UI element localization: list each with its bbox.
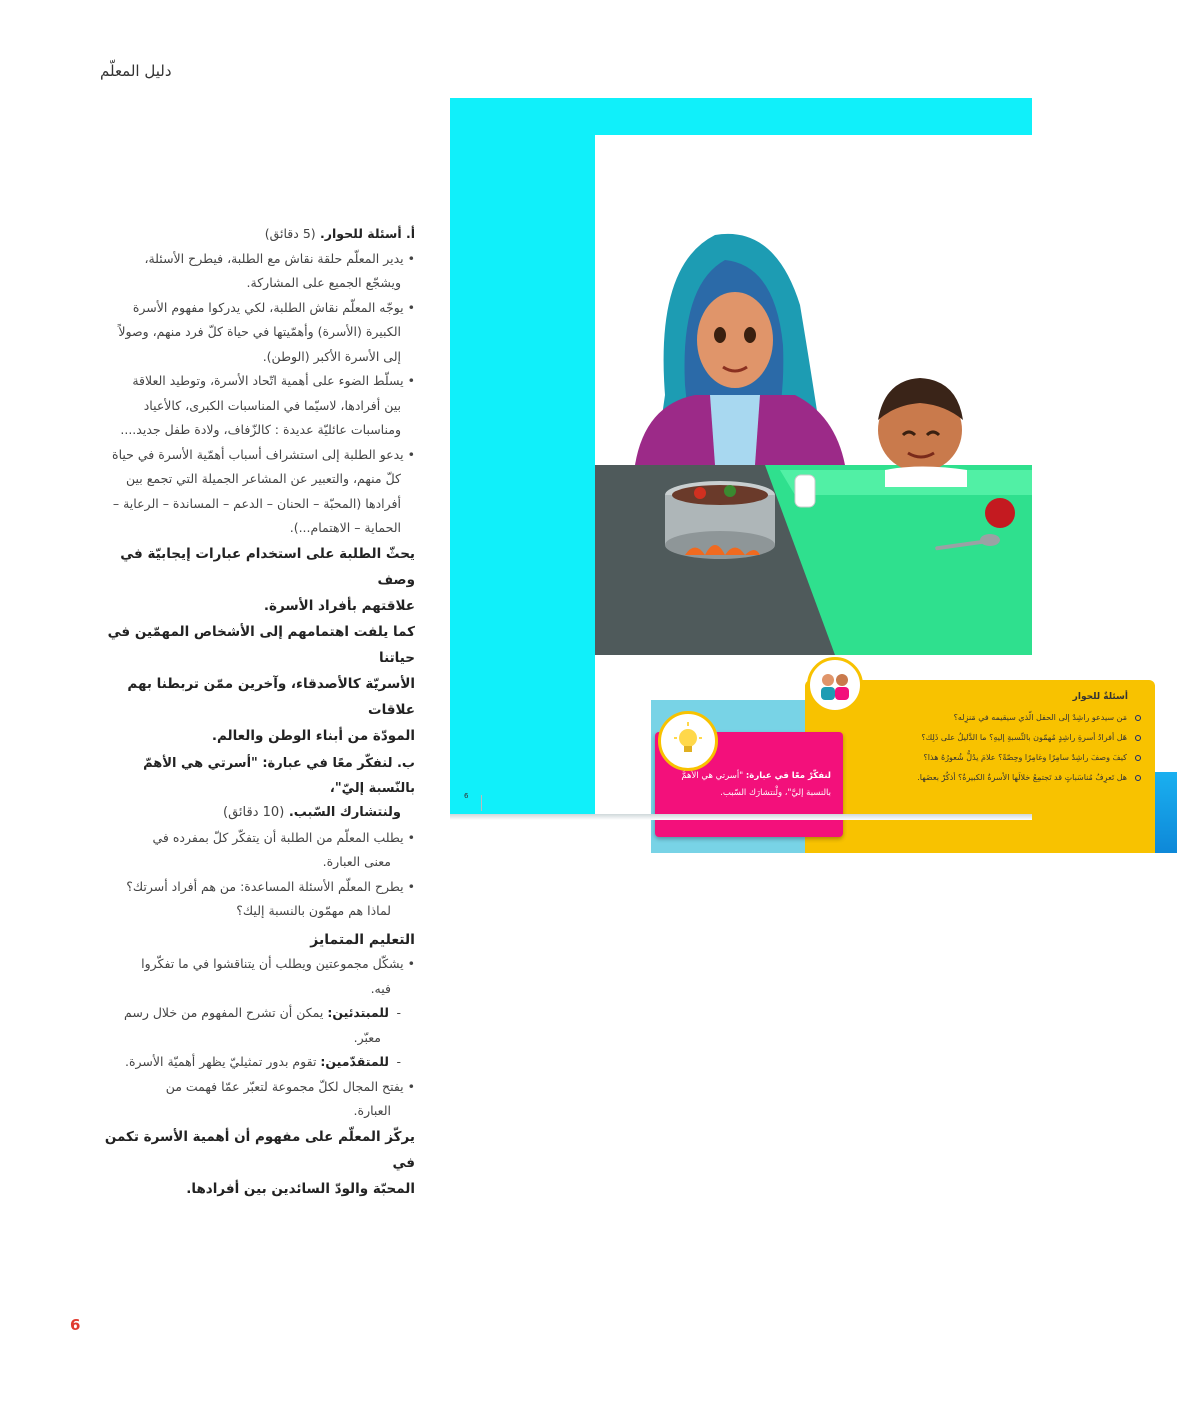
- paragraph-line: كلّ منهم، والتعبير عن المشاعر الجميلة التي تجمع بين: [126, 471, 401, 486]
- question-item: هل تَعرِفُ مُناسَباتٍ قد تَجتمِعُ خلالَها الأسرةُ الكبيرةُ؟ أذكُرْ بعضَها.: [823, 768, 1143, 788]
- paragraph-line: الكبيرة (الأسرة) وأهمّيتها في حياة كلّ فرد منهم، وصولاً: [118, 324, 401, 339]
- header-title: دليل المعلّم: [100, 62, 172, 80]
- paragraph-line: • يسلّط الضوء على أهمية اتّحاد الأسرة، وتوطيد العلاقة: [132, 373, 415, 388]
- kitchen-illustration: [595, 135, 1032, 655]
- paragraph-line: • يطرح المعلّم الأسئلة المساعدة: من هم أفراد أسرتك؟: [126, 878, 415, 894]
- think-together-label: لنفكّرْ معًا في عبارة:: [745, 771, 831, 781]
- inner-page: [595, 135, 1128, 816]
- advanced-line: - للمتقدّمين: تقوم بدور تمثيليّ يظهر أهميّة الأسرة.: [100, 1050, 415, 1075]
- paragraph-line: معبّر.: [353, 1029, 381, 1045]
- emphasis-line: كما يلفت اهتمامهم إلى الأشخاص المهمّين في حياتنا: [107, 623, 415, 666]
- paragraph-line: • يشكّل مجموعتين ويطلب أن يتناقشوا في ما تفكّروا: [141, 956, 415, 971]
- paragraph-line: • يفتح المجال لكلّ مجموعة لتعبّر عمّا فهمت من: [165, 1078, 415, 1094]
- paragraph-line: بين أفرادها، لاسيّما في المناسبات الكبرى، كالأعياد: [143, 397, 401, 413]
- page-number: 6: [70, 1316, 81, 1334]
- book-shadow: [450, 814, 1032, 820]
- paragraph-line: فيه.: [370, 980, 391, 996]
- section-b-title: ب. لنفكّر معًا في عبارة: "أسرتي هي الأهمّ بالنّسبة إليّ"،: [143, 756, 415, 796]
- paragraph-line: • يدير المعلّم حلقة نقاش مع الطلبة، فيطرح الأسئلة،: [144, 250, 415, 266]
- emphasis-line: المودّة من أبناء الوطن والعالم.: [211, 727, 415, 744]
- paragraph-line: • يوجّه المعلّم نقاش الطلبة، لكي يدركوا مفهوم الأسرة: [132, 299, 415, 315]
- book-page-number: 6: [464, 792, 469, 800]
- paragraph-line: العبارة.: [353, 1103, 391, 1118]
- differentiated-heading: التعليم المتمايز: [310, 931, 415, 948]
- student-book-page: [450, 98, 1128, 816]
- question-item: كيفَ وصفَ راشِدٌ سامِرًا وغامِرًا وحِصّةً؟ علامَ يدُلُّ شُعورُهُ هذا؟: [823, 748, 1143, 768]
- section-a-title: أ. أسئلة للحوار. (5 دقائق): [264, 226, 415, 241]
- paragraph-line: إلى الأسرة الأكبر (الوطن).: [262, 348, 401, 364]
- beginners-line: - للمبتدئين: يمكن أن تشرح المفهوم من خلال رسم: [100, 1001, 415, 1026]
- section-b-title-2: ولنتشارك السّبب. (10 دقائق): [223, 805, 401, 820]
- paragraph-line: أفرادها (المحبّة – الحنان – الدعم – المساندة – الرعاية –: [112, 495, 401, 511]
- emphasis-line: المحبّة والودّ السائدين بين أفرادها.: [186, 1180, 415, 1197]
- family-icon: [807, 657, 863, 713]
- section-b: [100, 752, 415, 1202]
- emphasis-line: يحثّ الطلبة على استخدام عبارات إيجابيّة في وصف: [120, 545, 415, 588]
- paragraph-line: لماذا هم مهمّون بالنسبة إليك؟: [236, 903, 391, 918]
- questions-title: أسئلةٌ للحوار: [1072, 692, 1128, 702]
- lightbulb-icon: [658, 711, 718, 771]
- section-a: [100, 222, 415, 749]
- question-item: هَل أفرادُ أسرةِ راشِدٍ مُهمّون بالنِّسبةِ إليهِ؟ ما الدَّليلُ على ذَلِك؟: [823, 728, 1143, 748]
- questions-list: [823, 708, 1143, 788]
- page-divider: [481, 795, 482, 811]
- paragraph-line: معنى العبارة.: [322, 854, 391, 869]
- emphasis-line: يركّز المعلّم على مفهوم أن أهمية الأسرة تكمن في: [104, 1128, 415, 1171]
- question-item: مَن سيدعو راشِدٌ إلى الحفل الّذي سيقيمه في مَنزِله؟: [823, 708, 1143, 728]
- emphasis-line: علاقتهم بأفراد الأسرة.: [263, 597, 415, 614]
- paragraph-line: • يدعو الطلبة إلى استشراف أسباب أهمّية الأسرة في حياة: [112, 446, 415, 462]
- paragraph-line: الحماية – الاهتمام...).: [289, 520, 401, 535]
- paragraph-line: ويشجّع الجميع على المشاركة.: [246, 275, 401, 290]
- paragraph-line: • يطلب المعلّم من الطلبة أن يتفكّر كلّ بمفرده في: [152, 829, 415, 845]
- blue-strip: [1155, 772, 1177, 853]
- think-together-text: "أسرتي هي الأهمُّ بالنسبة إليَّ"، ولْنتشارَك السّبب.: [681, 771, 831, 798]
- paragraph-line: ومناسبات عائليّة عديدة : كالزّفاف، ولادة طفل جديد....: [120, 422, 401, 437]
- emphasis-line: الأسريّة كالأصدقاء، وآخرين ممّن تربطنا بهم علاقات: [127, 675, 415, 718]
